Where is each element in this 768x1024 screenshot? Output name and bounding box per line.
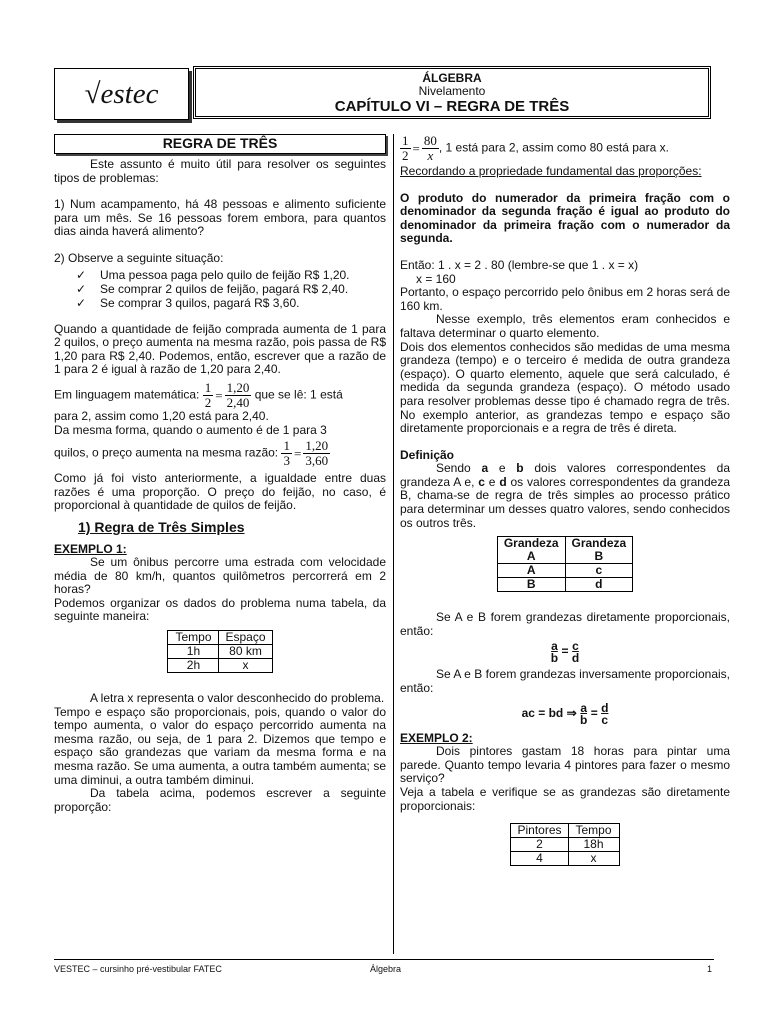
- table-pintores-tempo: [510, 823, 619, 866]
- checklist-item: ✓ Uma pessoa paga pelo quilo de feijão R$ 1,20.: [76, 267, 350, 282]
- table-header-row: Tempo Espaço: [168, 631, 272, 645]
- proportion-line: $\frac{1}{2}$ = $\frac{80}{x}$ , 1 está para 2, assim como 80 está para x.: [402, 133, 669, 163]
- tempo-paragraph: Tempo e espaço são proporcionais, pois, quando o valor do tempo aumenta, o valor do espaço percorrido aumenta na mesma razão, ou seja, de 1 para 2. Dizemos que tempo e espaço são grandezas que variam da mesma forma e na mesma razão. Se uma aumenta, a outra também aumenta; se uma diminui, a outra também diminui.: [54, 704, 386, 787]
- footer-rule: [54, 959, 714, 960]
- ratio-paragraph: Quando a quantidade de feijão comprada aumenta de 1 para 2 quilos, o preço aumenta na mesma razão, pois passa de R$ 1,20 para R$ 2,40. Podemos, então, escrever que a razão de 1 para 2 é igual à razão de 1,20 para 2,40.: [54, 321, 386, 377]
- problem-1: 1) Num acampamento, há 48 pessoas e alimento suficiente para um mês. Se 16 pessoas forem embora, para quantos dias ainda haverá alimento?: [54, 197, 386, 239]
- two-paragraph: Dois dos elementos conhecidos são medidas de uma mesma grandeza (tempo) e o terceiro é medida de outra grandeza (espaço). O quarto elemento, aquele que será calculado, é medida da segunda grandeza (espaço). O método usado para resolver problemas desse tipo é chamado regra de três. No exemplo anterior, as grandezas tempo e espaço são diretamente proporcionais e a regra de três é direta.: [400, 339, 730, 436]
- math-continuation: para 2, assim como 1,20 está para 2,40.: [54, 408, 269, 423]
- check-icon: ✓: [76, 295, 87, 310]
- table-header-row: Pintores Tempo: [511, 824, 619, 838]
- chapter-title: CAPÍTULO VI – REGRA DE TRÊS: [334, 98, 570, 115]
- column-divider: [393, 134, 394, 954]
- table-grandezas: [497, 536, 633, 592]
- check-icon: ✓: [76, 267, 87, 282]
- checklist: [54, 268, 386, 310]
- table-row: 2h x: [168, 659, 272, 673]
- fraction: $\frac{1}{2}$: [204, 379, 212, 410]
- therefore-paragraph: Portanto, o espaço percorrido pelo ônibus em 2 horas será de 160 km.: [400, 285, 730, 313]
- known-paragraph: Nesse exemplo, três elementos eram conhecidos e faltava determinar o quarto elemento.: [400, 312, 730, 340]
- problem-2: 2) Observe a seguinte situação:: [54, 250, 224, 265]
- page-number: 1: [707, 964, 713, 974]
- inverse-paragraph: Se A e B forem grandezas inversamente proporcionais, então:: [400, 667, 730, 696]
- fraction: $\frac{80}{x}$: [423, 133, 437, 163]
- example-2-title: EXEMPLO 2:: [400, 730, 473, 745]
- example-1-title: EXEMPLO 1:: [54, 541, 127, 556]
- example-1-text-2: Podemos organizar os dados do problema numa tabela, da seguinte maneira:: [54, 595, 386, 624]
- vestec-logo: √estec: [54, 68, 189, 120]
- table-row: B d: [497, 578, 632, 592]
- subject-label: ÁLGEBRA: [422, 71, 482, 85]
- direct-formula: $\frac{a}{b}$ = $\frac{c}{d}$: [550, 639, 580, 666]
- property-text: O produto do numerador da primeira fração com o denominador da segunda fração é igual ao produto do denominador da primeira fração com o numerador da segunda.: [400, 190, 730, 246]
- proportion-paragraph: Como já foi visto anteriormente, a igualdade entre duas razões é uma proporção. O preço do feijão, no caso, é proporcional à quantidade de quilos de feijão.: [54, 471, 386, 513]
- fraction: $\frac{1,20}{3,60}$: [305, 438, 329, 469]
- table-row: 2 18h: [511, 838, 619, 852]
- definition-title: Definição: [400, 447, 455, 462]
- x-result: x = 160: [416, 271, 456, 286]
- example-2-text-2: Veja a tabela e verifique se as grandezas são diretamente proporcionais:: [400, 785, 730, 813]
- recall-heading: Recordando a propriedade fundamental das proporções:: [400, 164, 702, 178]
- footer-left: VESTEC – cursinho pré-vestibular FATEC: [54, 964, 222, 974]
- fraction: $\frac{1,20}{2,40}$: [226, 379, 250, 410]
- subsection-title: 1) Regra de Três Simples: [78, 518, 245, 535]
- definition-text: Sendo a e b dois valores correspondentes da grandeza A e, c e d os valores correspondentes da grandeza B, chama-se de regra de três simples ao processo prático para determinar um desses quatro valores, sendo conhecidos os outros três.: [400, 461, 730, 530]
- right-column: [400, 134, 730, 872]
- checklist-item: ✓ Se comprar 3 quilos, pagará R$ 3,60.: [76, 295, 300, 310]
- section-title: REGRA DE TRÊS: [54, 134, 386, 154]
- table-row: A c: [497, 564, 632, 578]
- table-row: 1h 80 km: [168, 645, 272, 659]
- table-paragraph: Da tabela acima, podemos escrever a seguinte proporção:: [54, 786, 386, 814]
- x-paragraph: A letra x representa o valor desconhecido do problema.: [90, 691, 385, 706]
- example-2-text: Dois pintores gastam 18 horas para pintar uma parede. Quanto tempo levaria 4 pintores para fazer o mesmo serviço?: [400, 744, 730, 786]
- fraction: $\frac{1}{2}$: [402, 133, 409, 163]
- direct-paragraph: Se A e B forem grandezas diretamente proporcionais, então:: [400, 610, 730, 638]
- table-tempo-espaco: [167, 630, 272, 673]
- implies-arrow-icon: ⇒: [566, 705, 577, 720]
- intro-paragraph: Este assunto é muito útil para resolver os seguintes tipos de problemas:: [54, 157, 386, 185]
- left-column: [54, 134, 386, 814]
- footer-center: Álgebra: [370, 964, 402, 974]
- chapter-header: [193, 66, 711, 119]
- math-line-1: Em linguagem matemática: $\frac{1}{2}$ = $\frac{1,20}{2,40}$ que se lê: 1 está: [54, 379, 343, 410]
- inverse-formula: ac = bd ⇒ $\frac{a}{b}$ = $\frac{d}{c}$: [521, 700, 609, 727]
- table-header-row: Grandeza A Grandeza B: [497, 537, 632, 564]
- check-icon: ✓: [76, 281, 87, 296]
- table-row: 4 x: [511, 852, 619, 866]
- example-1-text: Se um ônibus percorre uma estrada com velocidade média de 80 km/h, quantos quilômetros percorrerá em 2 horas?: [54, 555, 386, 597]
- then-line: Então: 1 . x = 2 . 80 (lembre-se que 1 . x = x): [400, 257, 639, 272]
- fraction: $\frac{1}{3}$: [283, 438, 290, 469]
- math-line-2: quilos, o preço aumenta na mesma razão: $\frac{1}{3}$ = $\frac{1,20}{3,60}$: [54, 438, 329, 469]
- checklist-item: ✓ Se comprar 2 quilos de feijão, pagará R$ 2,40.: [76, 281, 349, 296]
- same-way-line: Da mesma forma, quando o aumento é de 1 para 3: [54, 422, 327, 437]
- level-label: Nivelamento: [418, 84, 486, 98]
